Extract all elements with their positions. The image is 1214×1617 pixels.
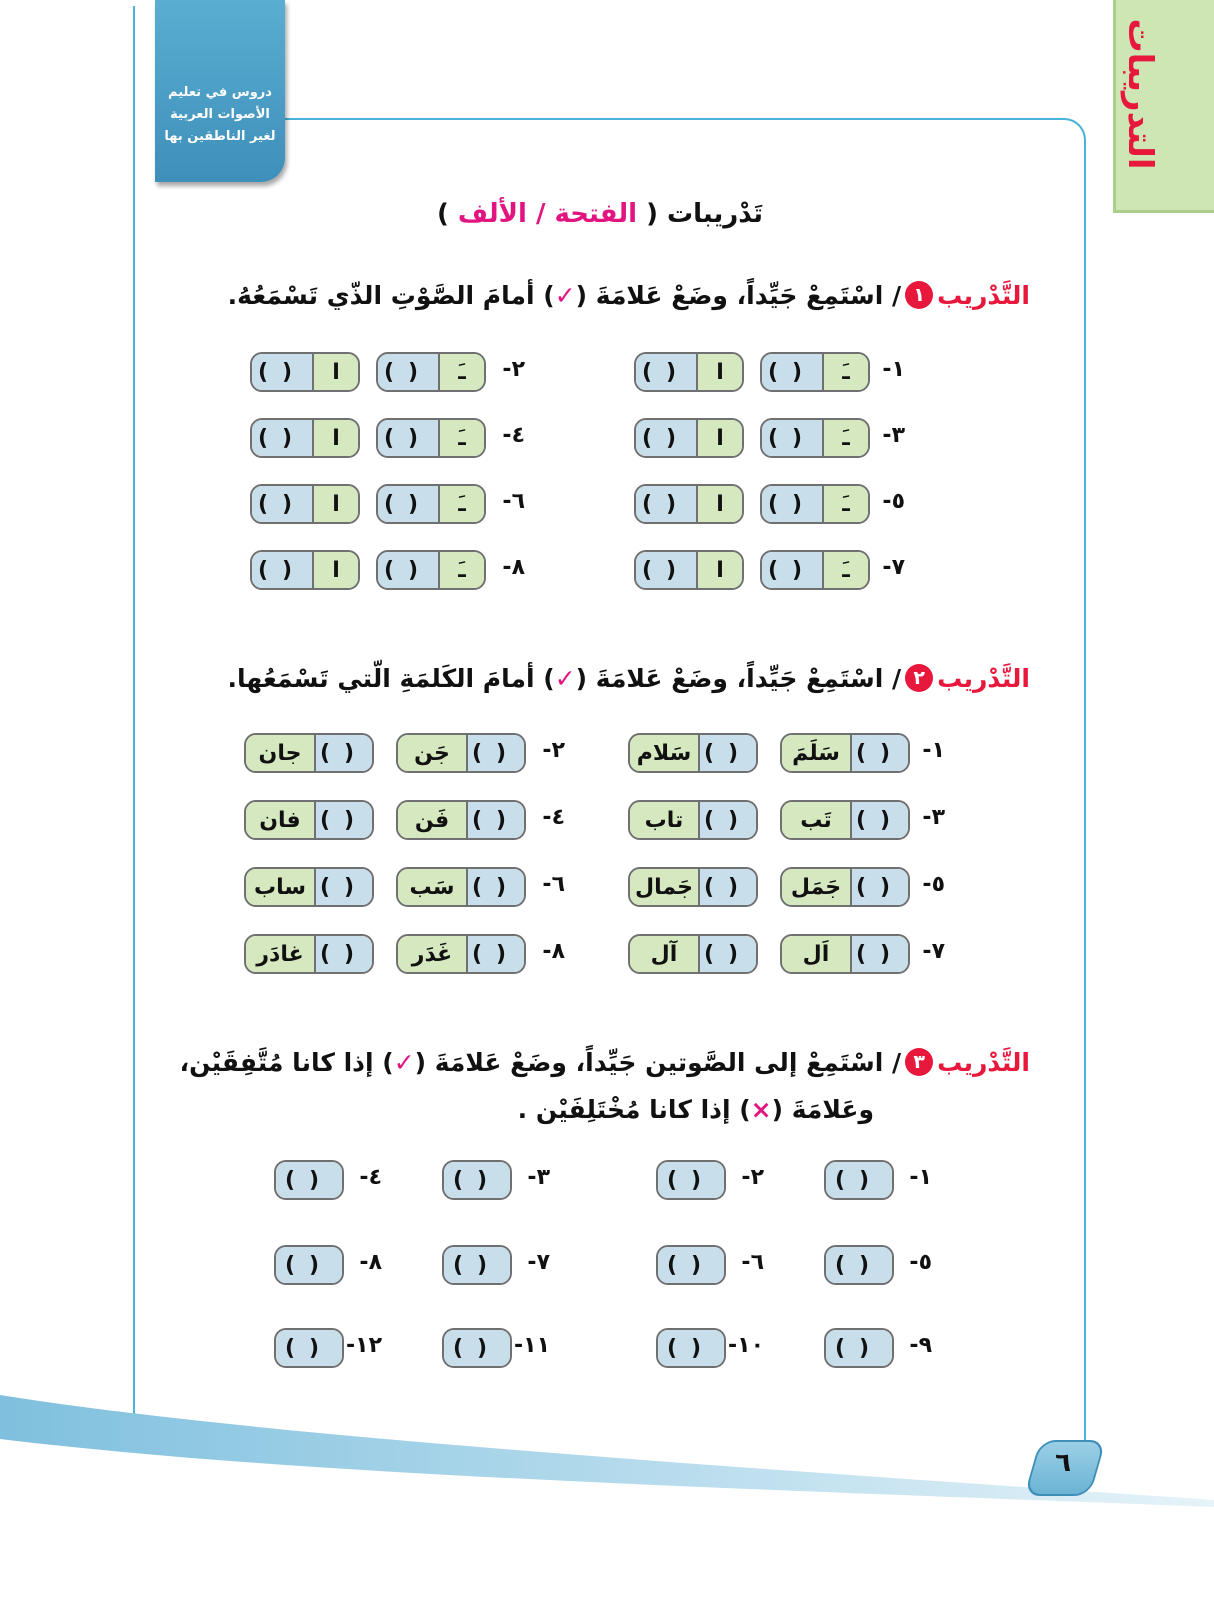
item-number: ٩-	[909, 1333, 932, 1358]
item-number: ١-	[882, 357, 905, 382]
word-option[interactable]	[396, 867, 526, 907]
answer-bracket[interactable]: ()	[850, 735, 908, 771]
answer-bracket[interactable]: ()	[314, 802, 372, 838]
item-number: ٣-	[882, 423, 905, 448]
answer-bracket[interactable]: ()	[314, 869, 372, 905]
answer-box[interactable]	[824, 1160, 894, 1200]
fatha-option[interactable]	[376, 418, 486, 458]
word-cell: فان	[246, 802, 314, 838]
fatha-option[interactable]	[376, 550, 486, 590]
answer-bracket[interactable]: ()	[658, 1162, 724, 1198]
answer-bracket[interactable]: ()	[762, 552, 822, 588]
item-number: ٦-	[542, 872, 565, 897]
answer-bracket[interactable]: ()	[466, 802, 524, 838]
exercise-2-label: التَّدْريب	[937, 664, 1030, 693]
item-number: ١١-	[514, 1333, 550, 1358]
exercise-1-text-a: / اسْتَمِعْ جَيِّداً، وضَعْ عَلامَةَ (	[575, 281, 902, 310]
answer-bracket[interactable]: ()	[276, 1247, 342, 1283]
answer-bracket[interactable]: ()	[698, 936, 756, 972]
answer-bracket[interactable]: ()	[466, 936, 524, 972]
item-number: ٢-	[741, 1165, 764, 1190]
exercise-3-text-d: ) إذا كانا مُخْتَلِفَيْن .	[517, 1095, 751, 1124]
page-number: ٦	[1055, 1448, 1071, 1478]
letter-cell: ا	[312, 420, 358, 456]
answer-bracket[interactable]: ()	[252, 486, 312, 522]
letter-cell: ا	[696, 552, 742, 588]
answer-bracket[interactable]: ()	[762, 354, 822, 390]
letter-cell: ـَ	[438, 354, 484, 390]
exercise-1-number: ١	[905, 281, 933, 309]
answer-bracket[interactable]: ()	[762, 420, 822, 456]
word-cell: فَن	[398, 802, 466, 838]
item-number: ٥-	[909, 1250, 932, 1275]
answer-bracket[interactable]: ()	[466, 735, 524, 771]
word-option[interactable]	[628, 934, 758, 974]
answer-bracket[interactable]: ()	[252, 420, 312, 456]
title-highlight: الفتحة / الألف	[457, 199, 638, 229]
item-number: ٥-	[922, 872, 945, 897]
word-option[interactable]	[628, 800, 758, 840]
exercise-1-instruction	[228, 281, 1030, 310]
letter-cell: ا	[312, 354, 358, 390]
letter-cell: ـَ	[822, 552, 868, 588]
word-option[interactable]	[244, 934, 374, 974]
item-number: ٥-	[882, 489, 905, 514]
word-cell: غَدَر	[398, 936, 466, 972]
letter-cell: ـَ	[438, 486, 484, 522]
letter-cell: ـَ	[438, 420, 484, 456]
word-cell: جان	[246, 735, 314, 771]
answer-box[interactable]	[442, 1160, 512, 1200]
word-option[interactable]	[628, 867, 758, 907]
page-title	[300, 199, 900, 229]
answer-bracket[interactable]: ()	[658, 1330, 724, 1366]
letter-cell: ا	[696, 420, 742, 456]
item-number: ٦-	[741, 1250, 764, 1275]
answer-bracket[interactable]: ()	[636, 552, 696, 588]
fatha-option[interactable]	[376, 352, 486, 392]
fatha-option[interactable]	[760, 418, 870, 458]
book-title-tab	[155, 0, 285, 182]
check-mark-icon: ✓	[393, 1048, 415, 1077]
book-title-line-2: الأصوات العربية	[170, 107, 270, 122]
word-option[interactable]	[780, 867, 910, 907]
item-number: ١-	[909, 1165, 932, 1190]
exercise-2-text-a: / اسْتَمِعْ جَيِّداً، وضَعْ عَلامَةَ (	[575, 664, 902, 693]
item-number: ٣-	[527, 1165, 550, 1190]
exercise-3-text-b: ) إذا كانا مُتَّفِقَيْن،	[179, 1048, 394, 1077]
letter-cell: ا	[696, 354, 742, 390]
word-cell: تاب	[630, 802, 698, 838]
item-number: ٤-	[502, 423, 525, 448]
exercise-1-text-b: ) أمامَ الصَّوْتِ الذّي تَسْمَعُهُ.	[227, 281, 555, 310]
word-cell: جَمَل	[782, 869, 850, 905]
left-margin-line	[133, 6, 135, 1426]
letter-cell: ـَ	[438, 552, 484, 588]
fatha-option[interactable]	[760, 550, 870, 590]
answer-bracket[interactable]: ()	[698, 802, 756, 838]
word-option[interactable]	[780, 934, 910, 974]
answer-bracket[interactable]: ()	[658, 1247, 724, 1283]
exercise-3-text-c: وعَلامَةَ (	[771, 1095, 874, 1124]
item-number: ٢-	[502, 357, 525, 382]
exercise-2-instruction	[228, 664, 1030, 693]
answer-bracket[interactable]: ()	[850, 936, 908, 972]
exercise-3-text-a: / اسْتَمِعْ إلى الصَّوتين جَيِّداً، وضَعْ عَلامَةَ (	[414, 1048, 902, 1077]
answer-box[interactable]	[442, 1245, 512, 1285]
check-mark-icon: ✓	[554, 281, 576, 310]
answer-bracket[interactable]: ()	[826, 1247, 892, 1283]
item-number: ٨-	[502, 555, 525, 580]
answer-bracket[interactable]: ()	[252, 552, 312, 588]
word-cell: جَمال	[630, 869, 698, 905]
item-number: ١٠-	[728, 1333, 764, 1358]
word-option[interactable]	[244, 800, 374, 840]
book-title-line-3: لغير الناطقين بها	[164, 129, 276, 144]
word-cell: غادَر	[246, 936, 314, 972]
exercise-1-label: التَّدْريب	[937, 281, 1030, 310]
alef-option[interactable]	[634, 484, 744, 524]
item-number: ٤-	[542, 805, 565, 830]
word-cell: سَب	[398, 869, 466, 905]
fatha-option[interactable]	[760, 352, 870, 392]
answer-bracket[interactable]: ()	[636, 486, 696, 522]
item-number: ٣-	[922, 805, 945, 830]
word-cell: آل	[630, 936, 698, 972]
answer-bracket[interactable]: ()	[762, 486, 822, 522]
answer-box[interactable]	[656, 1245, 726, 1285]
answer-bracket[interactable]: ()	[252, 354, 312, 390]
exercise-2-text-b: ) أمامَ الكَلمَةِ الّتي تَسْمَعُها.	[227, 664, 555, 693]
exercise-3-label: التَّدْريب	[937, 1048, 1030, 1077]
exercise-3-number: ٣	[905, 1048, 933, 1076]
answer-box[interactable]	[656, 1328, 726, 1368]
item-number: ٨-	[359, 1250, 382, 1275]
answer-box[interactable]	[442, 1328, 512, 1368]
alef-option[interactable]	[250, 484, 360, 524]
alef-option[interactable]	[250, 352, 360, 392]
letter-cell: ا	[312, 486, 358, 522]
word-option[interactable]	[244, 867, 374, 907]
answer-bracket[interactable]: ()	[466, 869, 524, 905]
word-cell: جَن	[398, 735, 466, 771]
fatha-option[interactable]	[376, 484, 486, 524]
word-option[interactable]	[396, 800, 526, 840]
answer-bracket[interactable]: ()	[850, 869, 908, 905]
title-suffix: )	[436, 199, 449, 229]
word-option[interactable]	[396, 733, 526, 773]
answer-box[interactable]	[274, 1160, 344, 1200]
answer-bracket[interactable]: ()	[850, 802, 908, 838]
book-title-line-1: دروس في تعليم	[168, 85, 272, 100]
exercise-3-instruction-line-1	[180, 1048, 1030, 1077]
answer-bracket[interactable]: ()	[276, 1330, 342, 1366]
answer-bracket[interactable]: ()	[314, 735, 372, 771]
answer-bracket[interactable]: ()	[378, 552, 438, 588]
letter-cell: ا	[696, 486, 742, 522]
answer-bracket[interactable]: ()	[276, 1162, 342, 1198]
word-option[interactable]	[396, 934, 526, 974]
letter-cell: ـَ	[822, 486, 868, 522]
word-option[interactable]	[628, 733, 758, 773]
answer-bracket[interactable]: ()	[636, 354, 696, 390]
item-number: ٨-	[542, 939, 565, 964]
fatha-option[interactable]	[760, 484, 870, 524]
alef-option[interactable]	[250, 550, 360, 590]
answer-bracket[interactable]: ()	[698, 869, 756, 905]
answer-bracket[interactable]: ()	[378, 354, 438, 390]
word-cell: تَب	[782, 802, 850, 838]
alef-option[interactable]	[250, 418, 360, 458]
alef-option[interactable]	[634, 550, 744, 590]
answer-box[interactable]	[824, 1245, 894, 1285]
item-number: ٧-	[922, 939, 945, 964]
item-number: ٤-	[359, 1165, 382, 1190]
alef-option[interactable]	[634, 418, 744, 458]
cross-mark-icon: ×	[750, 1095, 772, 1124]
answer-bracket[interactable]: ()	[698, 735, 756, 771]
exercise-3-instruction-line-2	[518, 1095, 874, 1124]
letter-cell: ا	[312, 552, 358, 588]
answer-bracket[interactable]: ()	[378, 420, 438, 456]
answer-box[interactable]	[274, 1245, 344, 1285]
answer-bracket[interactable]: ()	[826, 1162, 892, 1198]
answer-bracket[interactable]: ()	[444, 1330, 510, 1366]
word-option[interactable]	[244, 733, 374, 773]
word-cell: سَلام	[630, 735, 698, 771]
item-number: ١٢-	[346, 1333, 382, 1358]
item-number: ٦-	[502, 489, 525, 514]
item-number: ٧-	[527, 1250, 550, 1275]
letter-cell: ـَ	[822, 354, 868, 390]
answer-bracket[interactable]: ()	[314, 936, 372, 972]
letter-cell: ـَ	[822, 420, 868, 456]
word-option[interactable]	[780, 733, 910, 773]
word-cell: سَلَمَ	[782, 735, 850, 771]
answer-bracket[interactable]: ()	[444, 1247, 510, 1283]
answer-box[interactable]	[274, 1328, 344, 1368]
item-number: ١-	[922, 738, 945, 763]
check-mark-icon: ✓	[554, 664, 576, 693]
exercise-2-number: ٢	[905, 664, 933, 692]
item-number: ٧-	[882, 555, 905, 580]
word-cell: اَل	[782, 936, 850, 972]
word-option[interactable]	[780, 800, 910, 840]
word-cell: ساب	[246, 869, 314, 905]
item-number: ٢-	[542, 738, 565, 763]
alef-option[interactable]	[634, 352, 744, 392]
answer-box[interactable]	[656, 1160, 726, 1200]
answer-box[interactable]	[824, 1328, 894, 1368]
section-tab-label: التدريبات	[1120, 18, 1160, 170]
answer-bracket[interactable]: ()	[826, 1330, 892, 1366]
answer-bracket[interactable]: ()	[378, 486, 438, 522]
title-prefix: تَدْريبات (	[646, 199, 764, 229]
answer-bracket[interactable]: ()	[636, 420, 696, 456]
answer-bracket[interactable]: ()	[444, 1162, 510, 1198]
